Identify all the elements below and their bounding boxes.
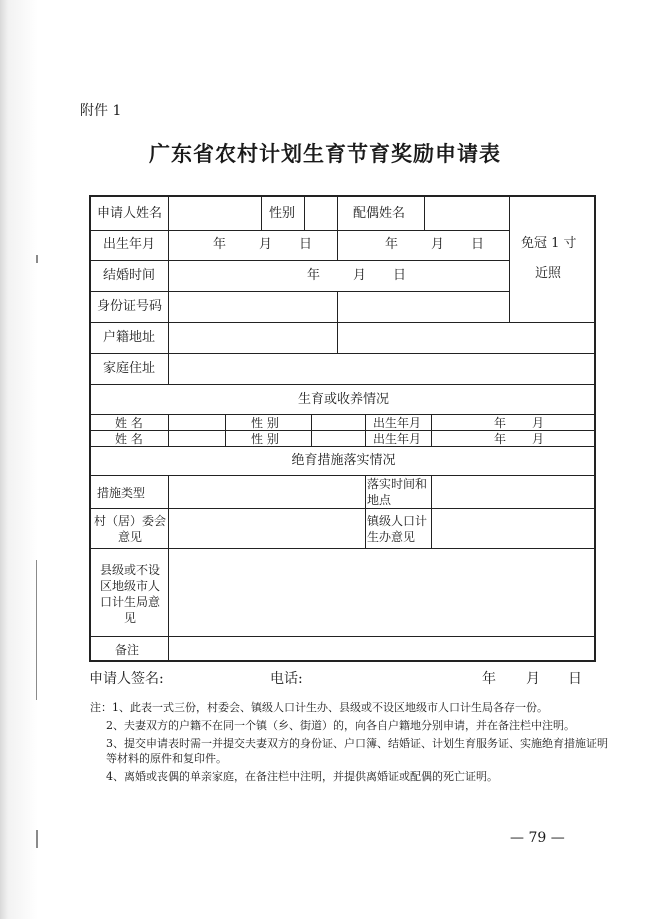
measure-type-label: 措施类型 — [97, 486, 146, 500]
month-label: 月 — [353, 268, 367, 283]
month-label: 月 — [532, 416, 545, 430]
marriage-date-label: 结婚时间 — [103, 268, 156, 283]
child-name-label: 姓 名 — [115, 432, 143, 446]
town-opinion-label: 镇级人口计生办意见 — [367, 514, 428, 544]
sign-year-label: 年 — [482, 671, 496, 687]
form-title: 广东省农村计划生育节育奖励申请表 — [149, 141, 501, 166]
signature-label: 申请人签名: — [89, 671, 164, 687]
page-number: — 79 — — [510, 830, 565, 846]
year-label: 年 — [307, 268, 321, 283]
id-number-label: 身份证号码 — [97, 299, 163, 314]
child-birth-label: 出生年月 — [373, 432, 422, 446]
village-opinion-label: 村（居）委会意见 — [93, 514, 166, 544]
year-label: 年 — [213, 237, 227, 252]
year-label: 年 — [385, 237, 399, 252]
time-place-label: 落实时间和地点 — [367, 477, 428, 507]
county-opinion-label: 县级或不设区地级市人口计生局意见 — [99, 563, 160, 625]
month-label: 月 — [431, 237, 445, 252]
application-form — [89, 195, 596, 662]
sterilization-section-header: 绝育措施落实情况 — [291, 453, 396, 468]
attachment-label: 附件 1 — [80, 103, 122, 119]
month-label: 月 — [532, 432, 545, 446]
child-gender-label: 性 别 — [251, 432, 279, 446]
children-section-header: 生育或收养情况 — [297, 392, 389, 407]
spouse-name-label: 配偶姓名 — [353, 206, 406, 221]
birth-date-label: 出生年月 — [103, 237, 156, 252]
notes-section — [90, 700, 610, 787]
scan-mark — [36, 255, 38, 263]
year-label: 年 — [494, 416, 507, 430]
note-item: 注：1、此表一式三份，村委会、镇级人口计生办、县级或不设区地级市人口计生局各存一份。 — [90, 701, 548, 714]
year-label: 年 — [494, 432, 507, 446]
sign-day-label: 日 — [568, 671, 582, 687]
household-address-label: 户籍地址 — [103, 330, 156, 345]
child-name-label: 姓 名 — [115, 416, 143, 430]
sign-month-label: 月 — [526, 671, 540, 687]
remarks-label: 备注 — [115, 643, 140, 657]
home-address-label: 家庭住址 — [103, 361, 156, 376]
phone-label: 电话: — [270, 671, 303, 687]
note-item: 4、离婚或丧偶的单亲家庭，在备注栏中注明，并提供离婚证或配偶的死亡证明。 — [106, 770, 498, 783]
day-label: 日 — [471, 237, 485, 252]
child-gender-label: 性 别 — [251, 416, 279, 430]
day-label: 日 — [393, 268, 407, 283]
applicant-name-label: 申请人姓名 — [97, 206, 163, 221]
month-label: 月 — [259, 237, 273, 252]
note-item: 3、提交申请表时需一并提交夫妻双方的身份证、户口簿、结婚证、计划生育服务证、实施绝育措施证明等材料的原件和复印件。 — [106, 737, 608, 765]
note-item: 2、夫妻双方的户籍不在同一个镇（乡、街道）的，向各自户籍地分别申请，并在备注栏中注明。 — [106, 719, 575, 732]
photo-label-2: 近照 — [535, 266, 562, 281]
child-birth-label: 出生年月 — [373, 416, 422, 430]
scan-mark — [36, 830, 38, 848]
day-label: 日 — [299, 237, 313, 252]
scan-mark — [36, 560, 37, 700]
gender-label: 性别 — [269, 206, 296, 221]
photo-label: 免冠 1 寸 — [521, 236, 577, 251]
